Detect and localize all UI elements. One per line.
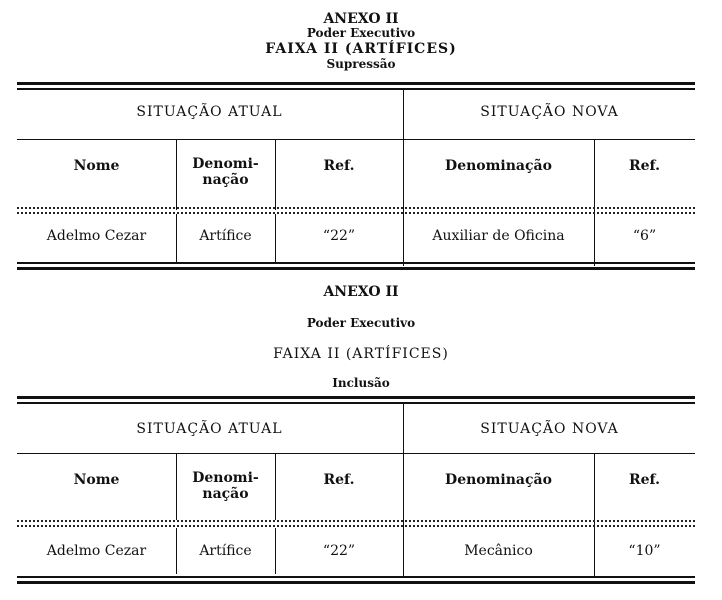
annex2-type: Inclusão xyxy=(332,376,390,390)
annex1-top-rule-2 xyxy=(17,88,695,90)
annex2-col-new-ref: Ref. xyxy=(629,472,660,488)
annex1-row-ref: “22” xyxy=(322,228,356,244)
annex1-row-name: Adelmo Cezar xyxy=(46,228,147,244)
annex1-new-header: SITUAÇÃO NOVA xyxy=(480,104,619,120)
annex1-col-name: Nome xyxy=(73,158,120,174)
annex1-row-denom: Artífice xyxy=(199,228,252,244)
annex2-row-rule-2 xyxy=(17,525,695,527)
annex1-col-denom-line2: nação xyxy=(202,172,249,188)
annex2-row-denom: Artífice xyxy=(199,543,252,559)
annex1-divider-2 xyxy=(275,140,276,210)
annex2-row-new-ref: “10” xyxy=(628,543,661,559)
annex2-col-name: Nome xyxy=(73,472,120,488)
annex1-col-new-ref: Ref. xyxy=(629,158,660,174)
annex1-row-new-denom: Auxiliar de Oficina xyxy=(432,228,565,244)
annex2-current-header: SITUAÇÃO ATUAL xyxy=(136,421,283,437)
annex1-type: Supressão xyxy=(326,57,396,71)
annex2-col-denom-line1: Denomi- xyxy=(192,470,259,486)
annex2-title: ANEXO II xyxy=(323,284,399,300)
annex1-row-rule-2 xyxy=(17,212,695,214)
annex2-col-denom xyxy=(176,470,275,502)
annex2-row-rule xyxy=(17,520,695,522)
annex2-new-header: SITUAÇÃO NOVA xyxy=(480,421,619,437)
annex2-subtitle: Poder Executivo xyxy=(306,316,416,330)
annex2-top-rule xyxy=(17,396,695,399)
annex1-current-header: SITUAÇÃO ATUAL xyxy=(136,104,283,120)
annex2-row-name: Adelmo Cezar xyxy=(46,543,147,559)
annex2-col-denom-line2: nação xyxy=(202,486,249,502)
annex1-col-new-denom: Denominação xyxy=(445,158,552,174)
annex2-bottom-rule xyxy=(17,576,695,578)
annex1-band: FAIXA II (ARTÍFICES) xyxy=(265,41,457,57)
annex1-title: ANEXO II xyxy=(323,11,399,27)
annex1-row-new-ref: “6” xyxy=(632,228,657,244)
annex1-row-rule xyxy=(17,207,695,209)
annex1-col-ref: Ref. xyxy=(323,158,355,174)
annex1-subtitle: Poder Executivo xyxy=(306,26,416,40)
annex2-row-new-denom: Mecânico xyxy=(464,543,533,559)
annex2-band: FAIXA II (ARTÍFICES) xyxy=(273,346,449,362)
annex2-top-rule-2 xyxy=(17,402,695,404)
annex1-col-denom xyxy=(176,156,275,188)
annex2-row-ref: “22” xyxy=(322,543,356,559)
annex2-col-ref: Ref. xyxy=(323,472,355,488)
annex2-bottom-rule-2 xyxy=(17,581,695,584)
annex1-bottom-rule-2 xyxy=(17,267,695,270)
annex2-col-new-denom: Denominação xyxy=(445,472,552,488)
annex1-bottom-rule xyxy=(17,262,695,264)
annex1-col-denom-line1: Denomi- xyxy=(192,156,259,172)
annex1-top-rule xyxy=(17,82,695,85)
